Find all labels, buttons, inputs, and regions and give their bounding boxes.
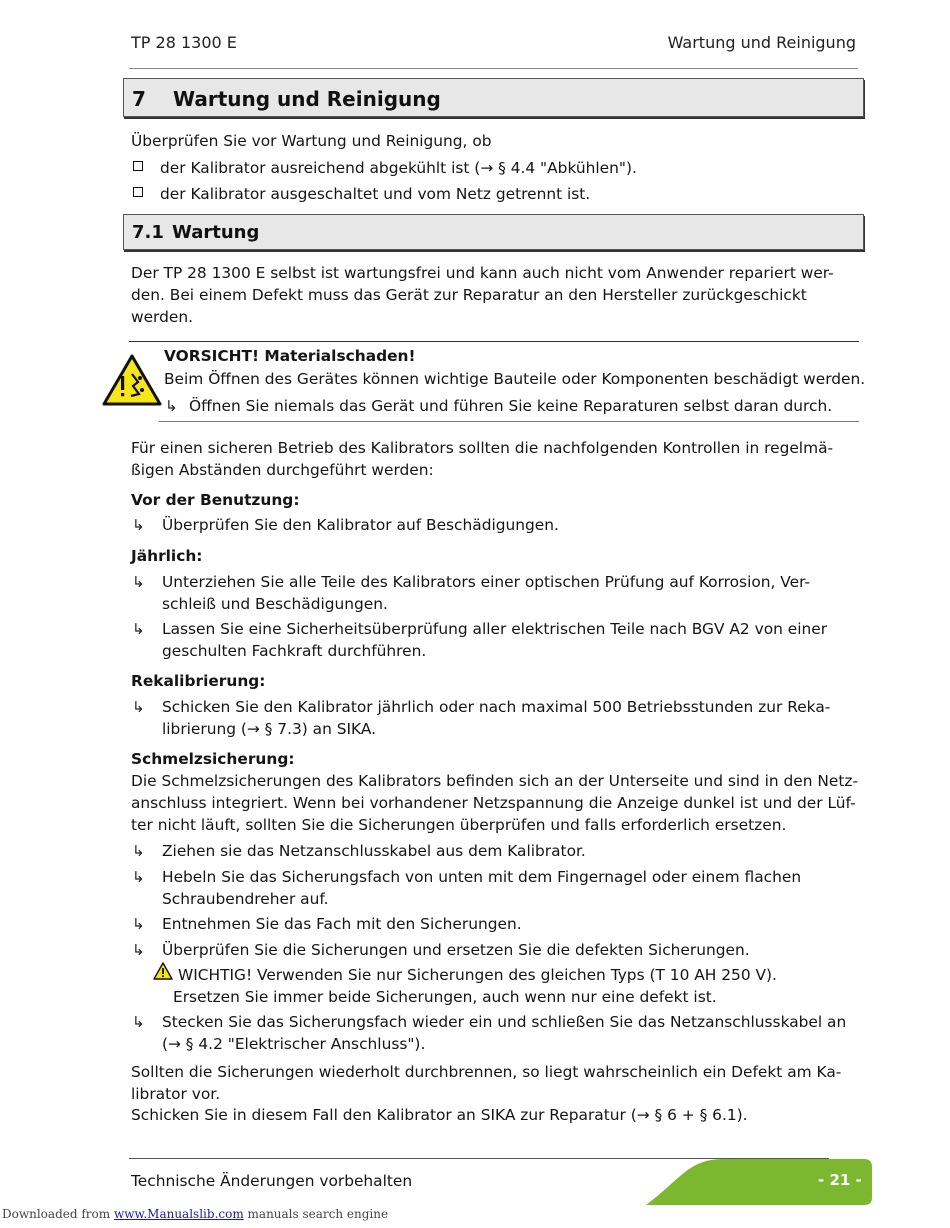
vor-heading: Vor der Benutzung: (131, 491, 300, 509)
checkbox-bullet-icon (133, 161, 143, 171)
subsection-title: Wartung (172, 222, 260, 243)
paragraph-line: den. Bei einem Defekt muss das Gerät zur Reparatur an den Hersteller zurückgeschickt (131, 286, 807, 304)
important-warning-icon (153, 962, 173, 980)
header-chapter: Wartung und Reinigung (667, 33, 856, 52)
step-line: schleiß und Beschädigungen. (162, 595, 388, 613)
caution-title: VORSICHT! Materialschaden! (164, 347, 416, 365)
intro-text: Überprüfen Sie vor Wartung und Reinigung, ob (131, 132, 492, 150)
checkbox-bullet-icon (133, 187, 143, 197)
header-rule (129, 68, 858, 69)
action-arrow-icon: ↳ (165, 397, 178, 415)
paragraph-line: ßigen Abständen durchgeführt werden: (131, 461, 434, 479)
check-item: der Kalibrator ausgeschaltet und vom Netz getrennt ist. (160, 185, 591, 203)
header-doc-id: TP 28 1300 E (131, 33, 237, 52)
paragraph-line: Der TP 28 1300 E selbst ist wartungsfrei und kann auch nicht vom Anwender repariert wer- (131, 264, 834, 282)
subsection-number: 7.1 (132, 222, 164, 243)
section-title: Wartung und Reinigung (173, 87, 441, 111)
paragraph-line: anschluss integriert. Wenn bei vorhandener Netzspannung die Anzeige dunkel ist und der Lüf- (131, 794, 856, 812)
action-arrow-icon: ↳ (132, 516, 145, 534)
important-note: WICHTIG! Verwenden Sie nur Sicherungen des gleichen Typs (T 10 AH 250 V). (178, 966, 777, 984)
action-arrow-icon: ↳ (132, 868, 145, 886)
download-suffix: manuals search engine (247, 1207, 389, 1221)
step-line: Ziehen sie das Netzanschlusskabel aus dem Kalibrator. (162, 842, 586, 860)
caution-action: Öffnen Sie niemals das Gerät und führen Sie keine Reparaturen selbst daran durch. (189, 397, 833, 415)
step-line: Stecken Sie das Sicherungsfach wieder ein und schließen Sie das Netzanschlusskabel an (162, 1013, 847, 1031)
caution-top-rule (129, 341, 859, 342)
action-arrow-icon: ↳ (132, 620, 145, 638)
step-line: Überprüfen Sie die Sicherungen und ersetzen Sie die defekten Sicherungen. (162, 941, 750, 959)
step-line: Entnehmen Sie das Fach mit den Sicherungen. (162, 915, 522, 933)
action-arrow-icon: ↳ (132, 842, 145, 860)
paragraph-line: librator vor. (131, 1085, 221, 1103)
warning-triangle-icon (102, 354, 162, 406)
section-number: 7 (132, 87, 146, 111)
step-line: Hebeln Sie das Sicherungsfach von unten mit dem Fingernagel oder einem flachen (162, 868, 802, 886)
manualslib-link[interactable]: www.Manualslib.com (113, 1207, 244, 1221)
step-line: Schraubendreher auf. (162, 890, 329, 908)
paragraph-line: Die Schmelzsicherungen des Kalibrators befinden sich an der Unterseite und sind in den Netz- (131, 772, 859, 790)
schmelz-heading: Schmelzsicherung: (131, 750, 295, 768)
step-line: geschulten Fachkraft durchführen. (162, 642, 427, 660)
action-arrow-icon: ↳ (132, 1013, 145, 1031)
paragraph-line: werden. (131, 308, 193, 326)
jaehrlich-heading: Jährlich: (131, 547, 203, 565)
running-header (131, 33, 856, 55)
download-credit (2, 1207, 388, 1221)
paragraph-line: Schicken Sie in diesem Fall den Kalibrator an SIKA zur Reparatur (→ § 6 + § 6.1). (131, 1106, 748, 1124)
check-item: der Kalibrator ausreichend abgekühlt ist (→ § 4.4 "Abkühlen"). (160, 159, 637, 177)
subsection-heading (123, 214, 864, 250)
caution-bottom-rule (159, 421, 859, 422)
paragraph-line: Für einen sicheren Betrieb des Kalibrators sollten die nachfolgenden Kontrollen in regelmä- (131, 439, 834, 457)
step-line: librierung (→ § 7.3) an SIKA. (162, 720, 377, 738)
paragraph-line: ter nicht läuft, sollten Sie die Sicherungen überprüfen und falls erforderlich ersetzen. (131, 816, 787, 834)
section-heading (123, 78, 864, 117)
download-prefix: Downloaded from (2, 1207, 111, 1221)
action-arrow-icon: ↳ (132, 915, 145, 933)
step-line: Lassen Sie eine Sicherheitsüberprüfung aller elektrischen Teile nach BGV A2 von einer (162, 620, 828, 638)
step-line: Unterziehen Sie alle Teile des Kalibrators einer optischen Prüfung auf Korrosion, Ver- (162, 573, 810, 591)
step-line: Schicken Sie den Kalibrator jährlich oder nach maximal 500 Betriebsstunden zur Reka- (162, 698, 831, 716)
action-arrow-icon: ↳ (132, 573, 145, 591)
rekal-heading: Rekalibrierung: (131, 672, 266, 690)
footer-note: Technische Änderungen vorbehalten (131, 1172, 413, 1190)
page-number: - 21 - (818, 1171, 862, 1189)
caution-text: Beim Öffnen des Gerätes können wichtige Bauteile oder Komponenten beschädigt werden. (164, 370, 866, 388)
step-line: (→ § 4.2 "Elektrischer Anschluss"). (162, 1035, 426, 1053)
action-arrow-icon: ↳ (132, 941, 145, 959)
paragraph-line: Sollten die Sicherungen wiederholt durchbrennen, so liegt wahrscheinlich ein Defekt am Ka- (131, 1063, 842, 1081)
action-arrow-icon: ↳ (132, 698, 145, 716)
important-note: Ersetzen Sie immer beide Sicherungen, auch wenn nur eine defekt ist. (173, 988, 717, 1006)
step-line: Überprüfen Sie den Kalibrator auf Beschädigungen. (162, 516, 559, 534)
